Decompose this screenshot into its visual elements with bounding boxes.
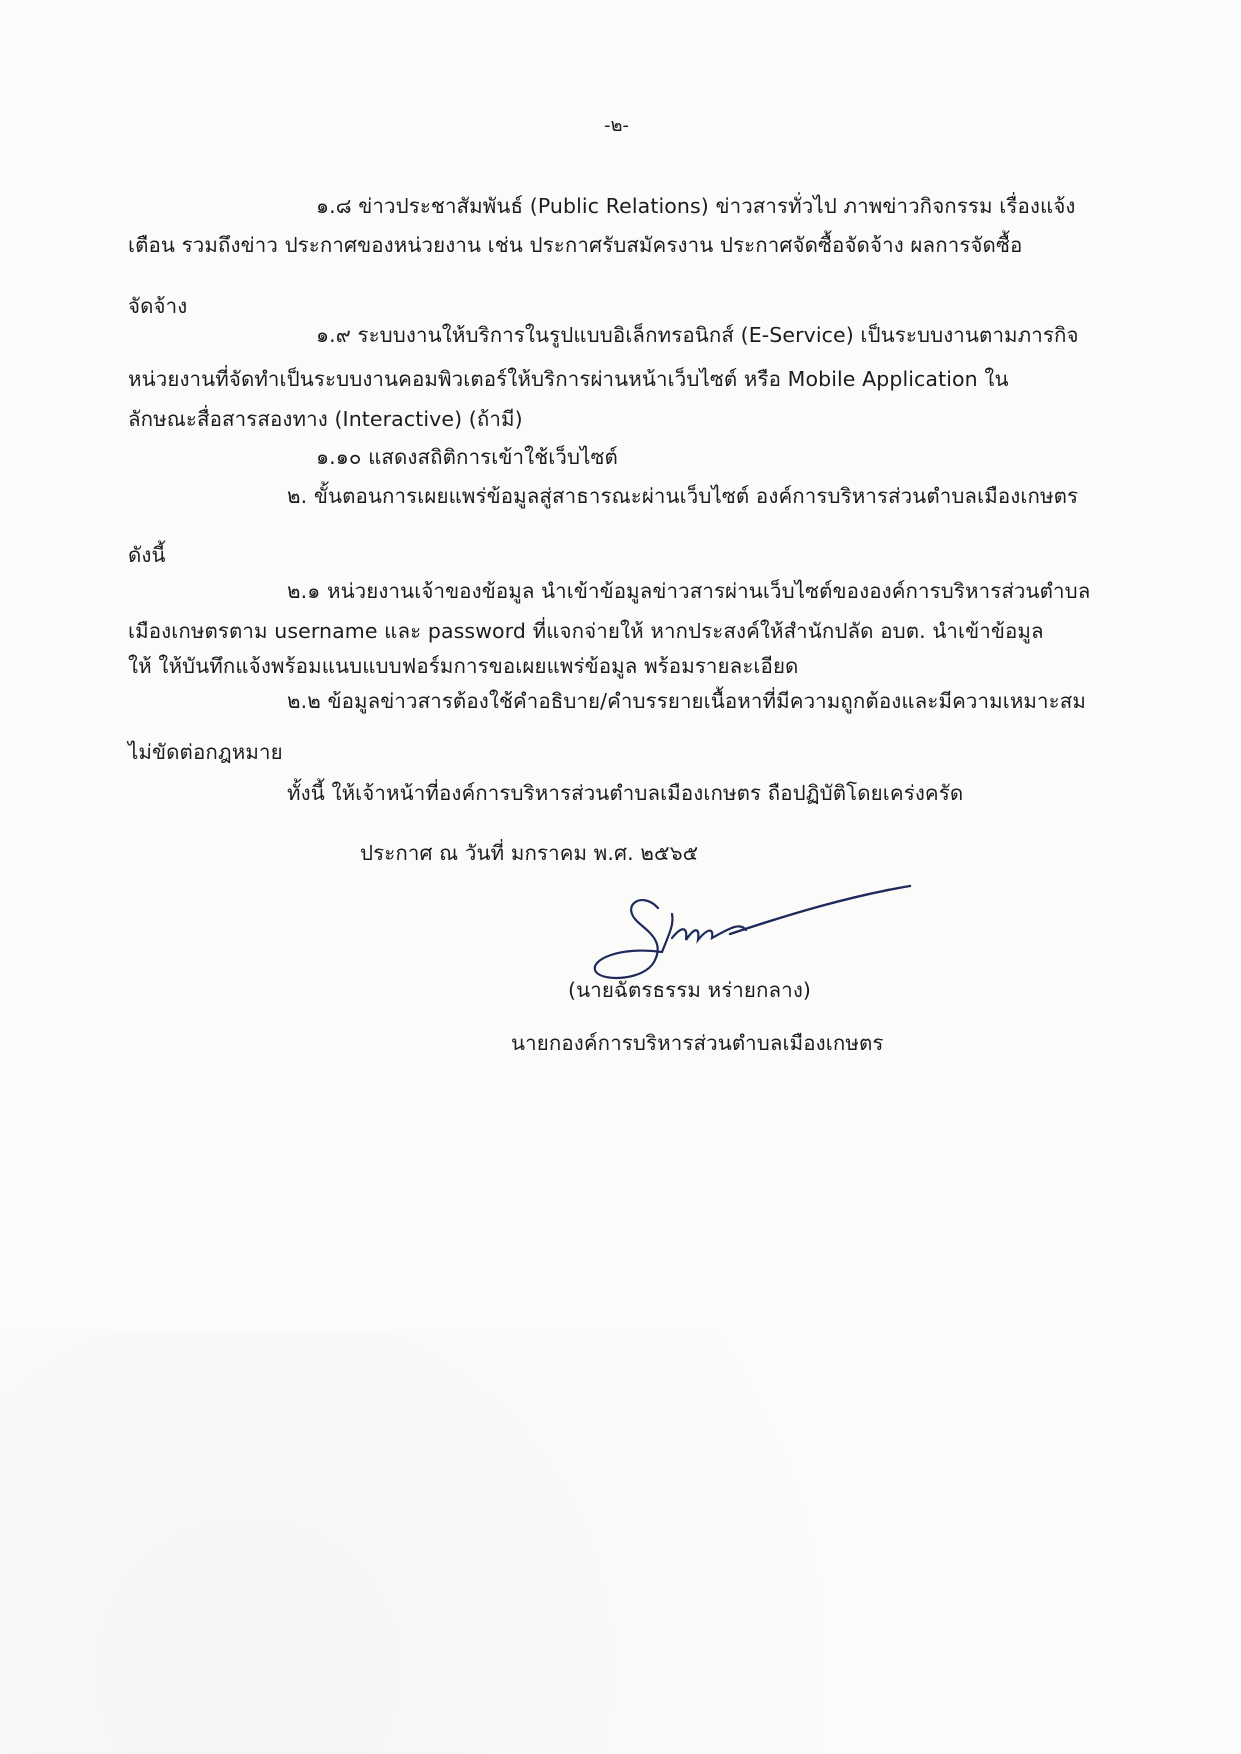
para-2-1-line-1: ๒.๑ หน่วยงานเจ้าของข้อมูล นำเข้าข้อมูลข่าวสารผ่านเว็บไซต์ขององค์การบริหารส่วนตำบล bbox=[287, 579, 1091, 603]
para-1-8-line-1: ๑.๘ ข่าวประชาสัมพันธ์ (Public Relations) ข่าวสารทั่วไป ภาพข่าวกิจกรรม เรื่องแจ้ง bbox=[316, 194, 1076, 218]
para-2-2-line-1: ๒.๒ ข้อมูลข่าวสารต้องใช้คำอธิบาย/คำบรรยายเนื้อหาที่มีความถูกต้องและมีความเหมาะสม bbox=[287, 689, 1086, 713]
signer-name: (นายฉัตรธรรม หร่ายกลาง) bbox=[568, 978, 812, 1002]
para-1-9-line-3: ลักษณะสื่อสารสองทาง (Interactive) (ถ้ามี) bbox=[128, 407, 523, 431]
para-1-8-line-2: เตือน รวมถึงข่าว ประกาศของหน่วยงาน เช่น ประกาศรับสมัครงาน ประกาศจัดซื้อจัดจ้าง ผลการจัดซื้อ bbox=[128, 233, 1023, 257]
paper-texture bbox=[0, 1334, 1241, 1754]
para-1-8-line-3: จัดจ้าง bbox=[128, 294, 188, 318]
para-2-2-line-2: ไม่ขัดต่อกฎหมาย bbox=[128, 740, 283, 764]
closing-statement: ทั้งนี้ ให้เจ้าหน้าที่องค์การบริหารส่วนตำบลเมืองเกษตร ถือปฏิบัติโดยเคร่งครัด bbox=[287, 781, 964, 805]
para-2-1-line-2: เมืองเกษตรตาม username และ password ที่แจกจ่ายให้ หากประสงค์ให้สำนักปลัด อบต. นำเข้าข้อมูล bbox=[128, 619, 1044, 643]
para-1-9-line-1: ๑.๙ ระบบงานให้บริการในรูปแบบอิเล็กทรอนิกส์ (E-Service) เป็นระบบงานตามภารกิจ bbox=[316, 323, 1079, 347]
section-2-continuation: ดังนี้ bbox=[128, 543, 166, 567]
para-1-10: ๑.๑๐ แสดงสถิติการเข้าใช้เว็บไซต์ bbox=[316, 445, 618, 469]
announcement-date: ประกาศ ณ วันที่ มกราคม พ.ศ. ๒๕๖๕ bbox=[360, 841, 699, 865]
page-number: -๒- bbox=[604, 115, 630, 136]
section-2-heading: ๒. ขั้นตอนการเผยแพร่ข้อมูลสู่สาธารณะผ่านเว็บไซต์ องค์การบริหารส่วนตำบลเมืองเกษตร bbox=[287, 484, 1079, 508]
signer-position: นายกองค์การบริหารส่วนตำบลเมืองเกษตร bbox=[511, 1031, 884, 1055]
para-1-9-line-2: หน่วยงานที่จัดทำเป็นระบบงานคอมพิวเตอร์ให้บริการผ่านหน้าเว็บไซต์ หรือ Mobile Application ใน bbox=[128, 367, 1009, 391]
para-2-1-line-3: ให้ ให้บันทึกแจ้งพร้อมแนบแบบฟอร์มการขอเผยแพร่ข้อมูล พร้อมรายละเอียด bbox=[128, 654, 799, 678]
